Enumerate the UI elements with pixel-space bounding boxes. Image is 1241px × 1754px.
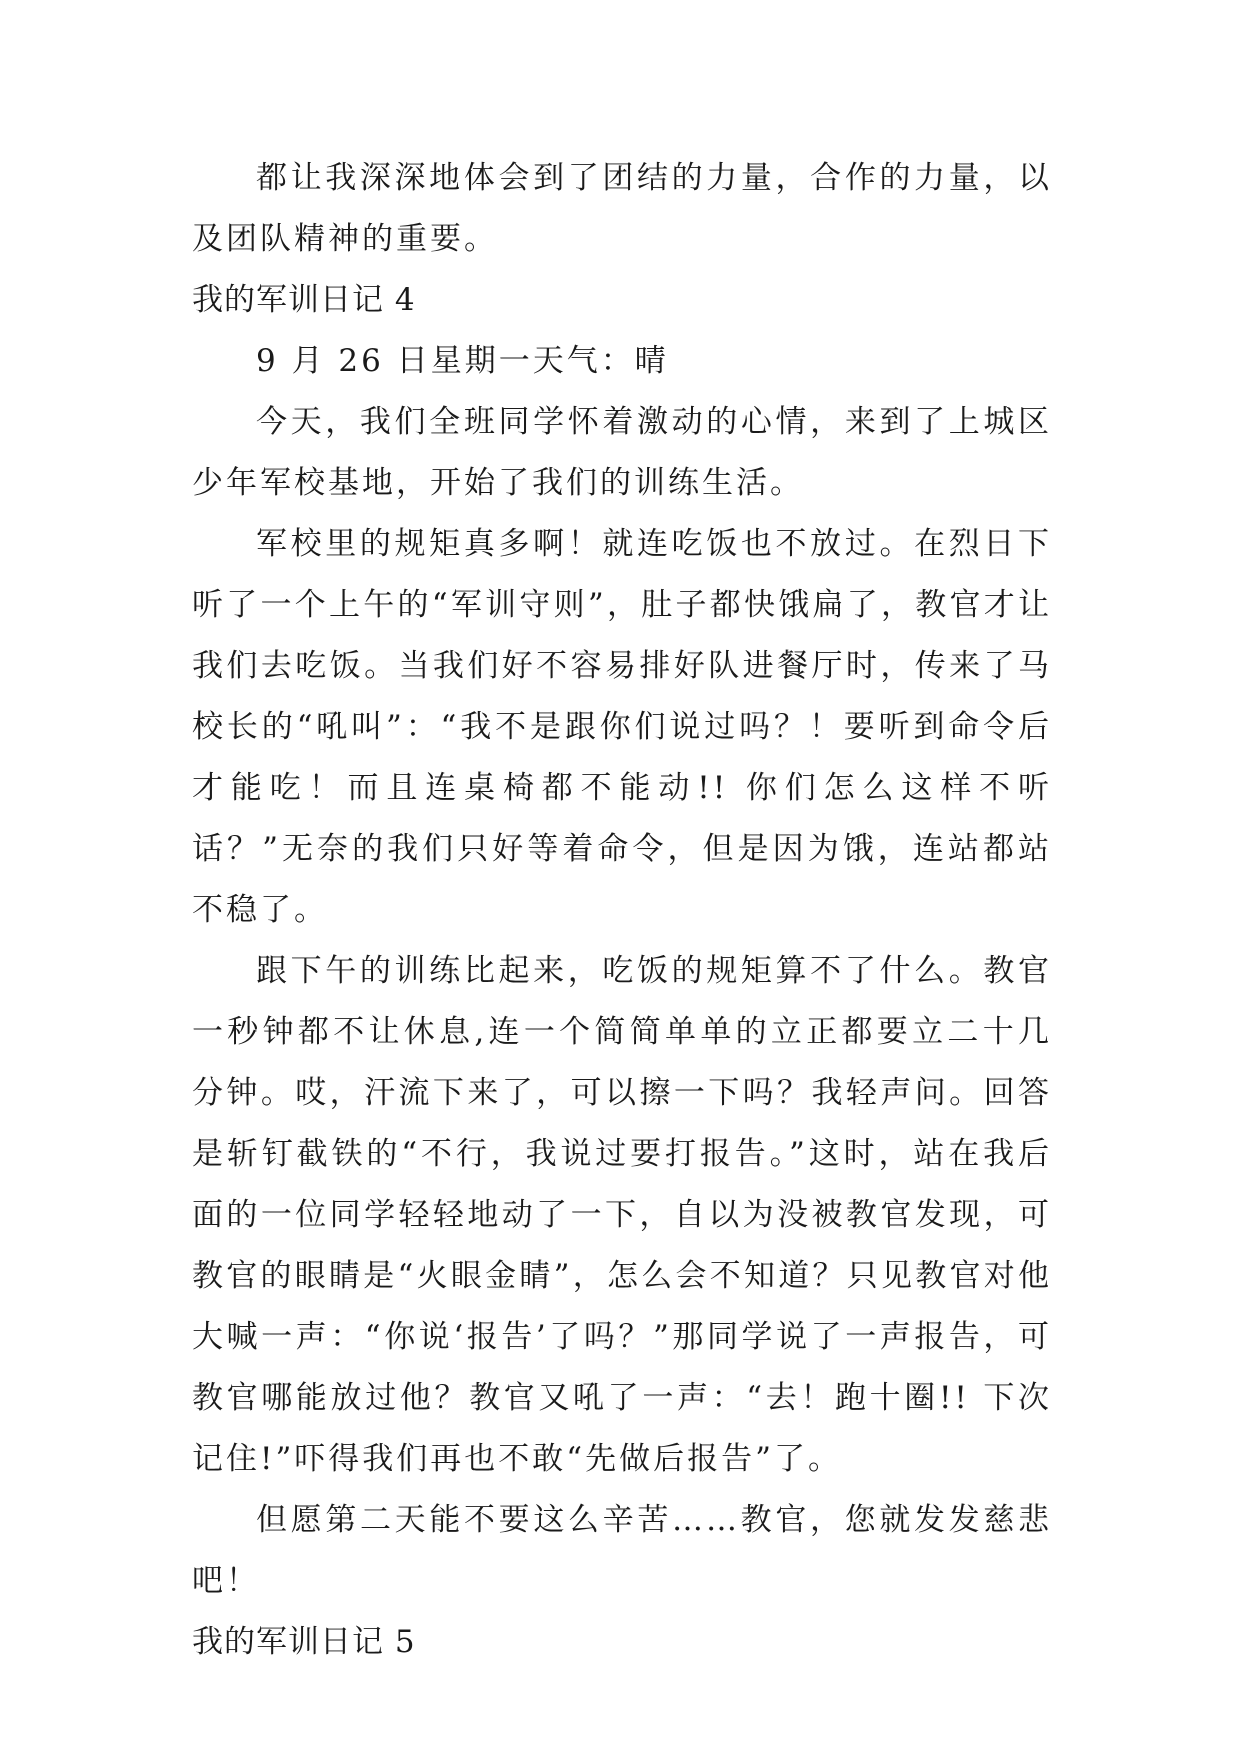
paragraph-wish: 但愿第二天能不要这么辛苦……教官，您就发发慈悲吧！	[192, 1502, 1052, 1599]
section-heading-diary-4: 我的军训日记 4	[192, 282, 416, 318]
diary-date-line: 9 月 26 日星期一天气：晴	[256, 343, 669, 379]
paragraph-arrival: 今天，我们全班同学怀着激动的心情，来到了上城区少年军校基地，开始了我们的训练生活。	[192, 404, 1052, 501]
paragraph-afternoon-training: 跟下午的训练比起来，吃饭的规矩算不了什么。教官一秒钟都不让休息,连一个简简单单的立正都要立二十几分钟。哎，汗流下来了，可以擦一下吗？我轻声问。回答是斩钉截铁的“不行，我说过要打报告。”这时，站在我后面的一位同学轻轻地动了一下，自以为没被教官发现，可教官的眼睛是“火眼金睛”，怎么会不知道？只见教官对他大喊一声：“你说‘报告’了吗？”那同学说了一声报告，可教官哪能放过他？教官又吼了一声：“去！跑十圈!! 下次记住!”吓得我们再也不敢“先做后报告”了。	[192, 953, 1052, 1477]
document-body	[192, 148, 1052, 1673]
paragraph-rules: 军校里的规矩真多啊！就连吃饭也不放过。在烈日下听了一个上午的“军训守则”，肚子都快饿扁了，教官才让我们去吃饭。当我们好不容易排好队进餐厅时，传来了马校长的“吼叫”：“我不是跟你们说过吗？！要听到命令后才能吃！而且连桌椅都不能动!! 你们怎么这样不听话？”无奈的我们只好等着命令，但是因为饿，连站都站不稳了。	[192, 526, 1052, 928]
section-heading-diary-5: 我的军训日记 5	[192, 1624, 416, 1660]
paragraph-unity: 都让我深深地体会到了团结的力量，合作的力量，以及团队精神的重要。	[192, 160, 1052, 257]
